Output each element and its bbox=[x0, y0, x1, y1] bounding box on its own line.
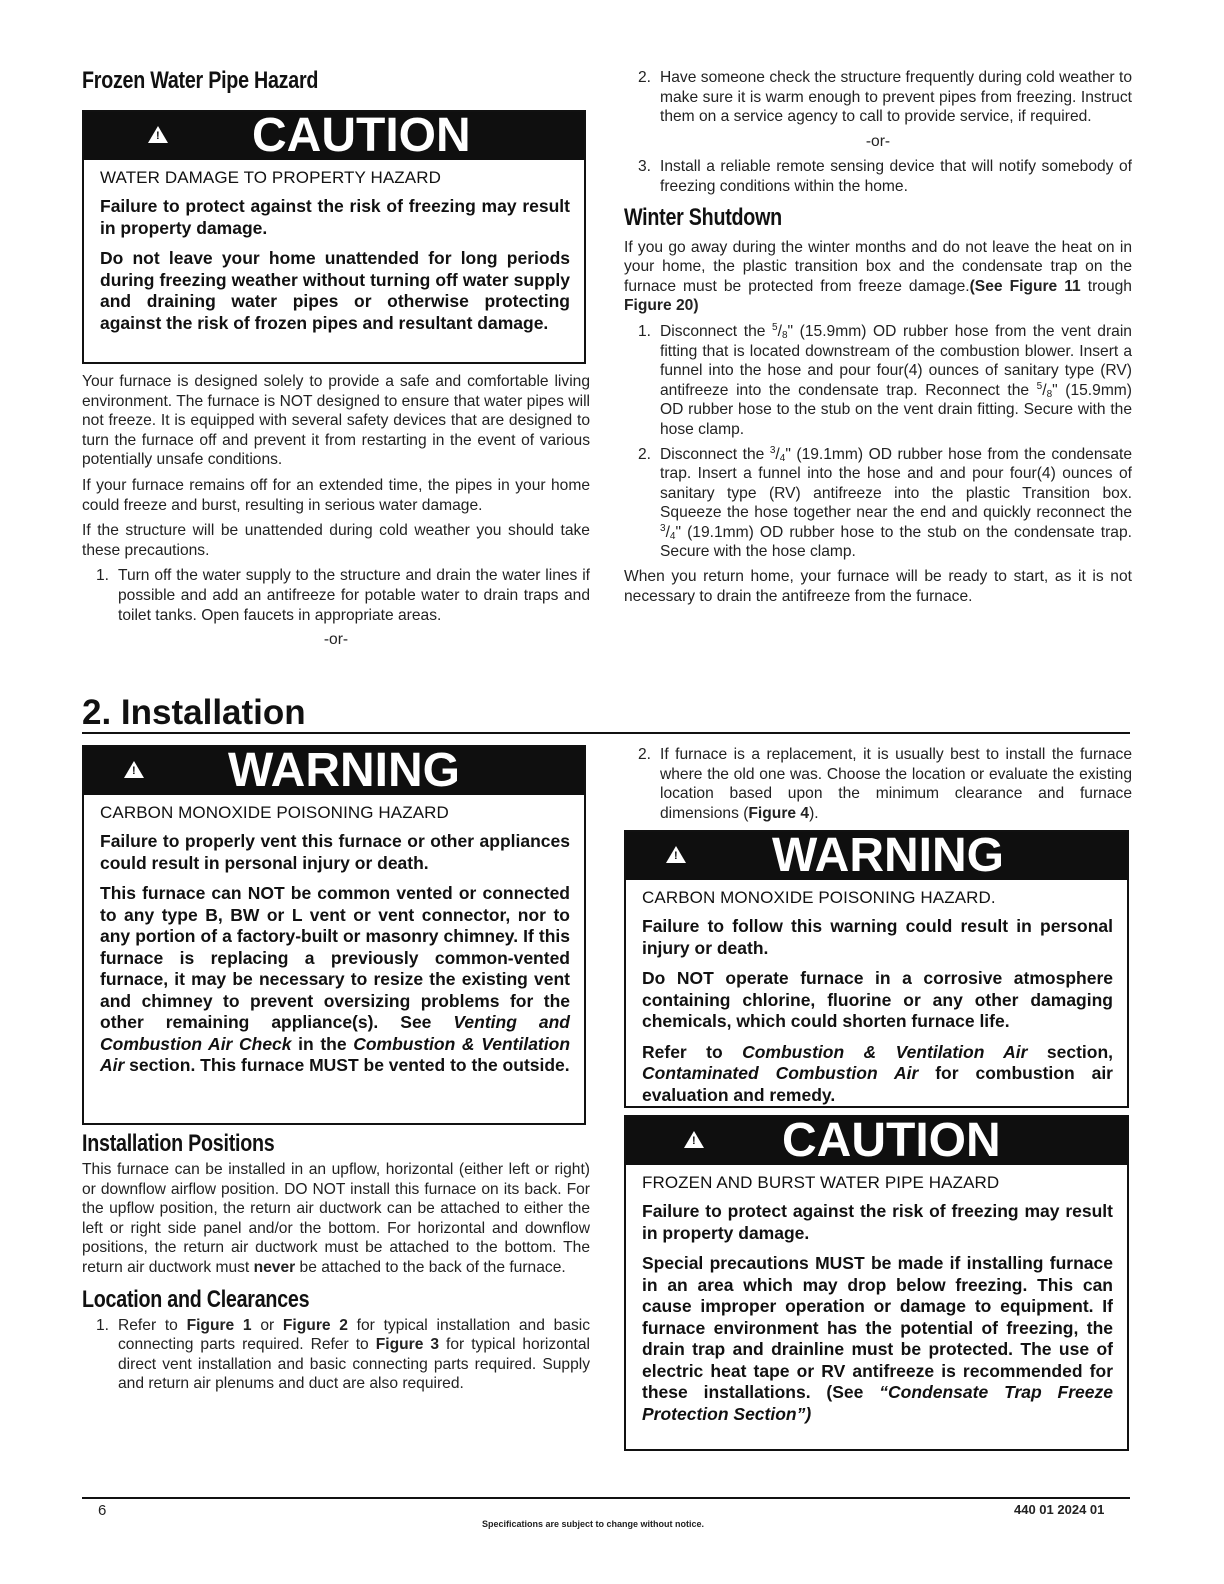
list-item bbox=[624, 157, 1132, 196]
step1-text-a: Disconnect the bbox=[660, 322, 773, 340]
warning-triangle-icon: ! bbox=[124, 761, 144, 778]
list-number: 1. bbox=[638, 322, 652, 340]
venting-ref: Venting and Combustion Air Check bbox=[100, 1012, 570, 1054]
combustion-ref: Combustion & Ventilation Air bbox=[742, 1041, 1028, 1062]
warning-text-1: Failure to follow this warning could result in personal injury or death. bbox=[642, 916, 1113, 958]
list-item bbox=[624, 68, 1132, 127]
list-number: 2. bbox=[638, 69, 652, 86]
left-top-column bbox=[82, 64, 590, 98]
figure-4-ref[interactable]: Figure 4 bbox=[748, 804, 810, 822]
trough-text: trough bbox=[1080, 277, 1132, 295]
step1-text-c: " (15.9mm) OD rubber hose to the stub on the vent drain fitting. Secure with the hose clamp. bbox=[660, 381, 1132, 438]
caution-box-water-damage bbox=[82, 110, 586, 364]
list-item bbox=[82, 566, 590, 625]
step2-text-c: " (19.1mm) OD rubber hose to the stub on the condensate trap. Secure with the hose clamp. bbox=[660, 523, 1132, 561]
warning-text-2: This furnace can NOT be common vented or connected to any type B, BW or L vent or vent connector, nor to any portion of a factory-built or masonry chimney. If this furnace is replacing a previously common-vented furnace, it may be necessary to resize the existing vent and chimney to prevent oversizing problems for the other remaining appliance(s). See Venting and Combustion Air Check in the Combustion & Ventilation Air section. This furnace MUST be vented to the outside. bbox=[100, 883, 571, 1075]
warning-triangle-icon: ! bbox=[666, 846, 686, 863]
step2-text-a: Disconnect the bbox=[660, 445, 770, 463]
document-number: 440 01 2024 01 bbox=[1014, 1502, 1105, 1517]
fraction-numerator: 5 bbox=[772, 321, 778, 333]
paragraph-furnace-off: If your furnace remains off for an extended time, the pipes in your home could freeze and burst, resulting in serious water damage. bbox=[82, 476, 590, 514]
caution-hazard-title: FROZEN AND BURST WATER PIPE HAZARD bbox=[642, 1173, 1000, 1192]
figure-2-ref[interactable]: Figure 2 bbox=[282, 1316, 348, 1334]
heading-frozen-water-pipe: Frozen Water Pipe Hazard bbox=[82, 67, 319, 94]
caution-banner bbox=[84, 109, 584, 162]
right-top-column bbox=[624, 68, 1132, 612]
list-text: If furnace is a replacement, it is usually best to install the furnace where the old one was. Choose the location or evaluate the existing location based upon the minimum clearance and furnace dimensions (Figure 4). bbox=[660, 746, 1132, 822]
page-number: 6 bbox=[98, 1502, 107, 1519]
fraction-denominator: 4 bbox=[669, 530, 676, 542]
list-text: Install a reliable remote sensing device that will notify somebody of freezing conditions within the home. bbox=[660, 158, 1132, 195]
step2-text-b: " (19.1mm) OD rubber hose from the condensate trap. Insert a funnel into the hose and and pour four(4) ounces of sanitary type (RV) antifreeze into the plastic Transition box. Squeeze the hose together near the end and quickly reconnect the bbox=[660, 445, 1132, 522]
list-text: Refer to Figure 1 or Figure 2 for typical installation and basic connecting parts required. Refer to Figure 3 for typical horizontal direct vent installation and basic connecting parts required. Supply and return air plenums and duct are also required. bbox=[118, 1316, 591, 1393]
list-text: Disconnect the $^3/_4$" (19.1mm) OD rubber hose from the condensate trap. Insert a funnel into the hose and and pour four(4) ounces of sanitary type (RV) antifreeze into the plastic Transition box. Squeeze the hose together near the end and quickly reconnect the $^3/_4$" (19.1mm) OD rubber hose to the stub on the condensate trap. Secure with the hose clamp. bbox=[660, 444, 1132, 561]
or-separator: -or- bbox=[865, 132, 891, 150]
list-text: Disconnect the $^5/_8$" (15.9mm) OD rubber hose from the vent drain fitting that is located downstream of the combustion blower. Insert a funnel into the hose and pour four(4) ounces of sanitary type (RV) antifreeze into the condensate trap. Reconnect the $^5/_8$" (15.9mm) OD rubber hose to the stub on the vent drain fitting. Secure with the hose clamp. bbox=[660, 321, 1132, 438]
caution-text-2: Special precautions MUST be made if installing furnace in an area which may drop below freezing. This can cause improper operation or damage to equipment. If furnace environment has the potential of freezing, the drain trap and drainline must be protected. The use of electric heat tape or RV antifreeze is recommended for these installations. (See “Condensate Trap Freeze Protection Section”) bbox=[642, 1253, 1113, 1424]
figure-11-ref[interactable]: (See Figure 11 bbox=[969, 277, 1081, 295]
fraction-numerator: 3 bbox=[660, 522, 666, 534]
figure-3-ref[interactable]: Figure 3 bbox=[375, 1336, 440, 1354]
heading-installation-positions: Installation Positions bbox=[82, 1130, 275, 1157]
warning-banner bbox=[626, 829, 1127, 882]
caution-label: CAUTION bbox=[782, 1114, 1001, 1167]
list-text: Have someone check the structure frequently during cold weather to make sure it is warm enough to prevent pipes from freezing. Instruct them on a service agency to call to provide service, if required. bbox=[660, 69, 1132, 126]
figure-1-ref[interactable]: Figure 1 bbox=[186, 1316, 252, 1334]
warning-text-3: Refer to Combustion & Ventilation Air section, Contaminated Combustion Air for combustion air evaluation and remedy. bbox=[642, 1041, 1114, 1105]
figure-20-ref[interactable]: Figure 20) bbox=[624, 297, 699, 315]
list-number: 2. bbox=[638, 445, 652, 463]
section-title: 2. Installation bbox=[82, 693, 306, 732]
paragraph-winter-intro bbox=[624, 238, 1132, 316]
list-number: 2. bbox=[638, 746, 652, 763]
winter-intro-text: If you go away during the winter months and do not leave the heat on in your home, the plastic transition box and the condensate trap on the furnace must be protected from freeze damage. bbox=[624, 238, 1132, 295]
left-top-body bbox=[82, 372, 590, 656]
list-number: 3. bbox=[638, 158, 652, 176]
paragraph-furnace-design: Your furnace is designed solely to provide a safe and comfortable living environment. The furnace is NOT designed to ensure that water pipes will not freeze. It is equipped with several safety devices that are designed to turn the furnace off and prevent it from restarting in the event of various potentially unsafe conditions. bbox=[82, 373, 590, 469]
list-number: 1. bbox=[96, 1316, 110, 1334]
caution-banner bbox=[626, 1114, 1127, 1167]
list-item bbox=[82, 1316, 590, 1394]
caution-label: CAUTION bbox=[252, 109, 471, 162]
paragraph-precautions: If the structure will be unattended during cold weather you should take these precautions. bbox=[82, 522, 590, 559]
paragraph-return-home: When you return home, your furnace will be ready to start, as it is not necessary to drain the antifreeze from the furnace. bbox=[624, 568, 1132, 605]
list-text: Turn off the water supply to the structure and drain the water lines if possible and add an antifreeze for potable water to drain traps and toilet tanks. Open faucets in appropriate areas. bbox=[118, 567, 590, 624]
fraction-numerator: 5 bbox=[1036, 380, 1043, 392]
caution-hazard-title: WATER DAMAGE TO PROPERTY HAZARD bbox=[100, 168, 441, 187]
warning-text-2: Do NOT operate furnace in a corrosive atmosphere containing chlorine, fluorine or any other damaging chemicals, which could shorten furnace life. bbox=[642, 968, 1113, 1031]
warning-banner bbox=[84, 744, 584, 797]
warning-box-carbon-monoxide bbox=[82, 745, 586, 1125]
caution-text-1: Failure to protect against the risk of freezing may result in property damage. bbox=[642, 1201, 1113, 1243]
contaminated-ref: Contaminated Combustion Air bbox=[642, 1063, 919, 1083]
warning-hazard-title: CARBON MONOXIDE POISONING HAZARD bbox=[100, 803, 449, 822]
warning-label: WARNING bbox=[772, 829, 1004, 882]
footer-divider bbox=[82, 1497, 1130, 1499]
warning-label: WARNING bbox=[228, 744, 460, 797]
never-emphasis: never bbox=[253, 1258, 296, 1276]
list-item bbox=[624, 322, 1132, 440]
fraction-numerator: 3 bbox=[769, 444, 776, 456]
paragraph-positions: This furnace can be installed in an upflow, horizontal (either left or right) or downflow airflow position. DO NOT install this furnace on its back. For the upflow position, the return air ductwork can be attached to either the left or right side panel and/or the bottom. For horizontal and downflow positions, the return air ductwork must be attached to the bottom. The return air ductwork must never be attached to the back of the furnace. bbox=[82, 1161, 590, 1276]
warning-triangle-icon: ! bbox=[148, 126, 168, 143]
list-item bbox=[624, 745, 1132, 823]
fraction-denominator: 8 bbox=[1046, 388, 1053, 400]
warning-box-corrosive bbox=[624, 830, 1129, 1108]
section-divider bbox=[82, 732, 1130, 734]
warning-hazard-title: CARBON MONOXIDE POISONING HAZARD. bbox=[642, 888, 996, 907]
left-bottom-body bbox=[82, 1128, 590, 1399]
fraction-denominator: 8 bbox=[781, 329, 788, 341]
heading-winter-shutdown: Winter Shutdown bbox=[624, 203, 782, 231]
caution-text-2: Do not leave your home unattended for long periods during freezing weather without turning off water supply and draining water pipes or otherwise protecting against the risk of frozen pipes and resultant damage. bbox=[100, 248, 570, 333]
right-bottom-column bbox=[624, 745, 1132, 828]
condensate-trap-ref: “Condensate Trap Freeze Protection Section”) bbox=[642, 1382, 1113, 1424]
warning-triangle-icon: ! bbox=[684, 1131, 704, 1148]
or-separator: -or- bbox=[323, 631, 349, 649]
warning-text-1: Failure to properly vent this furnace or other appliances could result in personal injury or death. bbox=[100, 831, 570, 873]
combustion-ref: Combustion & Ventilation Air bbox=[100, 1033, 571, 1075]
list-item bbox=[624, 445, 1132, 563]
footer-notice: Specifications are subject to change without notice. bbox=[482, 1519, 705, 1529]
caution-text-1: Failure to protect against the risk of freezing may result in property damage. bbox=[100, 196, 570, 238]
step1-text-b: " (15.9mm) OD rubber hose from the vent drain fitting that is located downstream of the combustion blower. Insert a funnel into the hose and pour four(4) ounces of sanitary type (RV) antifreeze into the condensate trap. Reconnect the bbox=[660, 322, 1132, 399]
fraction-denominator: 4 bbox=[779, 452, 786, 464]
caution-box-frozen-pipe bbox=[624, 1115, 1129, 1451]
list-number: 1. bbox=[96, 567, 110, 585]
heading-location-clearances: Location and Clearances bbox=[82, 1285, 310, 1313]
